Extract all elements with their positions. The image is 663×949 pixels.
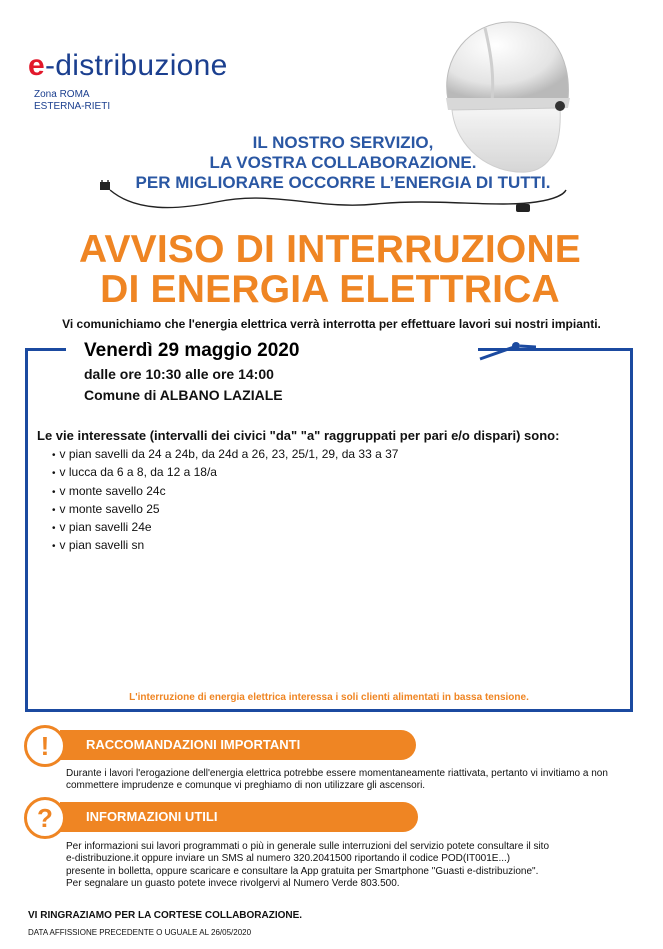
exclamation-icon: ! [24,725,66,767]
power-cable-icon [96,180,578,216]
logo-text: -distribuzione [45,49,228,82]
list-item: • v lucca da 6 a 8, da 12 a 18/a [52,464,398,482]
streets-heading: Le vie interessate (intervalli dei civici "da" "a" raggruppati per pari e/o dispari) sono: [37,428,560,443]
zone-label [34,89,110,113]
interruption-date: Venerdì 29 maggio 2020 [84,340,300,361]
info-line4: Per segnalare un guasto potete invece rivolgervi al Numero Verde 803.500. [66,878,400,890]
list-item: • v monte savello 24c [52,483,398,501]
streets-list [52,446,398,556]
zone-line1: Zona ROMA [34,89,90,100]
recommendations-text: Durante i lavori l'erogazione dell'energia elettrica potrebbe essere momentaneamente riattivata, pertanto vi invitiamo a non commettere imprudenze e comunque vi preghiamo di non utilizzare gli ascensori. [66,768,608,792]
title-line1: AVVISO DI INTERRUZIONE [78,228,582,271]
info-text [66,841,626,891]
list-item: • v pian savelli 24e [52,519,398,537]
low-voltage-note: L'interruzione di energia elettrica interessa i soli clienti alimentati in bassa tensione. [129,692,529,703]
zone-line2: ESTERNA-RIETI [34,101,111,112]
affix-date: DATA AFFISSIONE PRECEDENTE O UGUALE AL 26/05/2020 [28,928,252,937]
intro-text: Vi comunichiamo che l'energia elettrica verrà interrotta per effettuare lavori sui nostri impianti. [62,317,601,331]
question-icon: ? [24,797,66,839]
list-item: • v pian savelli da 24 a 24b, da 24d a 26, 23, 25/1, 29, da 33 a 37 [52,446,398,464]
info-line3: presente in bolletta, oppure scaricare e consultare la App gratuita per Smartphone "Guasti e-distribuzione". [66,865,539,877]
recommendations-heading: RACCOMANDAZIONI IMPORTANTI [60,730,416,760]
logo-e: e [28,49,45,82]
notice-title [60,230,600,310]
info-line1: Per informazioni sui lavori programmati o più in generale sulle interruzioni del servizio potete consultare il sito [66,841,550,852]
info-heading: INFORMAZIONI UTILI [60,802,418,832]
comune: Comune di ALBANO LAZIALE [84,387,283,403]
title-line2: DI ENERGIA ELETTRICA [100,268,560,311]
info-line2: e-distribuzione.it oppure inviare un SMS al numero 320.2041500 riportando il codice POD(IT001E...) [66,853,511,865]
thanks-text: VI RINGRAZIAMO PER LA CORTESE COLLABORAZIONE. [28,910,303,921]
list-item: • v pian savelli sn [52,537,398,555]
slogan-line2: LA VOSTRA COLLABORAZIONE. [209,153,477,172]
pin-icon [476,339,536,363]
slogan-line3: PER MIGLIORARE OCCORRE L’ENERGIA DI TUTTI. [135,173,551,192]
slogan-line1: IL NOSTRO SERVIZIO, [252,133,434,152]
brand-logo [28,48,228,84]
interruption-hours: dalle ore 10:30 alle ore 14:00 [84,366,274,382]
list-item: • v monte savello 25 [52,501,398,519]
